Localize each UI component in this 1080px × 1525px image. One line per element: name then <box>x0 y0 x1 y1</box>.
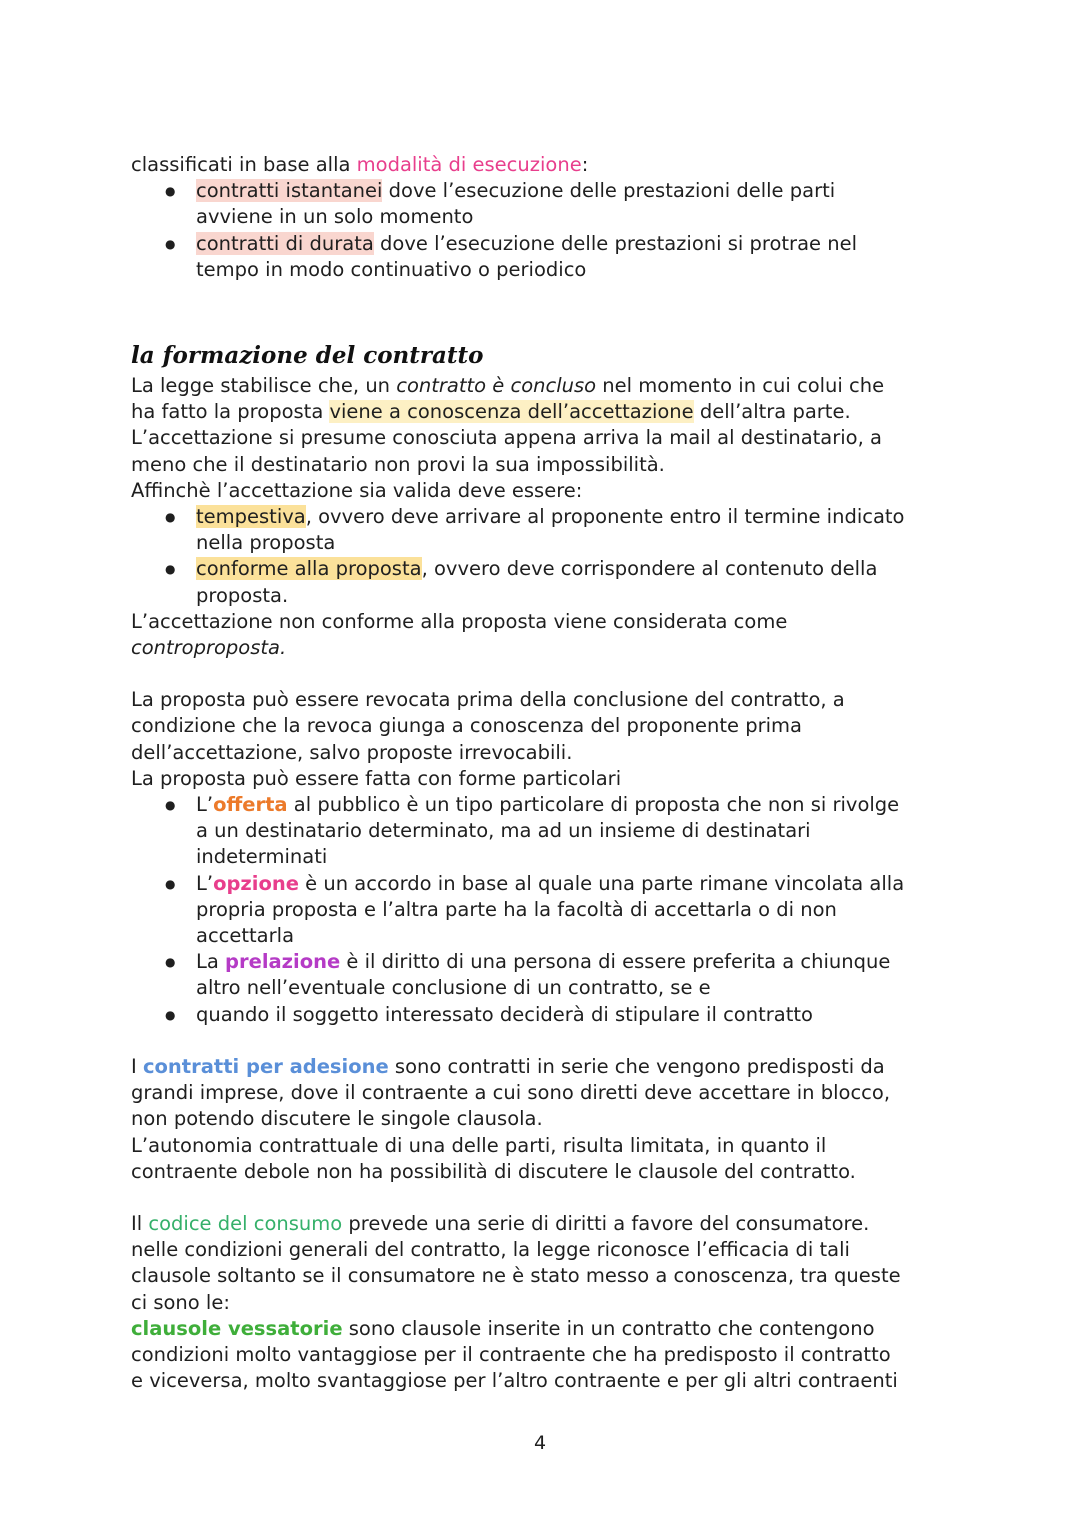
term-contratti-adesione: contratti per adesione <box>142 1054 389 1078</box>
list-item <box>196 178 961 230</box>
term-codice-consumo: codice del consumo <box>148 1211 343 1235</box>
paragraph-line: Il codice del consumo prevede una serie di diritti a favore del consumatore. <box>131 1211 870 1235</box>
text: tempo in modo continuativo o periodico <box>196 257 587 281</box>
paragraph-line: L’accettazione si presume conosciuta appena arriva la mail al destinatario, a <box>131 426 882 450</box>
paragraph-line: La legge stabilisce che, un contratto è concluso nel momento in cui colui che <box>131 374 885 398</box>
section-heading: la formazione del contratto <box>131 342 484 370</box>
paragraph-line: I contratti per adesione sono contratti in serie che vengono predisposti da <box>131 1054 885 1078</box>
paragraph-line: La proposta può essere fatta con forme particolari <box>131 766 622 790</box>
paragraph-line: condizioni molto vantaggiose per il contraente che ha predisposto il contratto <box>131 1342 891 1366</box>
paragraph-line: meno che il destinatario non provi la sua impossibilità. <box>131 452 665 476</box>
italic-term: contratto è concluso <box>396 374 597 398</box>
term-clausole-vessatorie: clausole vessatorie <box>131 1316 343 1340</box>
paragraph-line: ha fatto la proposta viene a conoscenza dell’accettazione dell’altra parte. <box>131 400 851 424</box>
paragraph-line <box>131 635 961 661</box>
text: nella proposta <box>196 531 336 555</box>
paragraph-line: contraente debole non ha possibilità di discutere le clausole del contratto. <box>131 1159 856 1183</box>
list-item: ● quando il soggetto interessato deciderà di stipulare il contratto <box>196 1002 961 1028</box>
paragraph-line: nelle condizioni generali del contratto, la legge riconosce l’efficacia di tali <box>131 1238 850 1262</box>
highlight-term: tempestiva <box>196 505 306 529</box>
paragraph-line: ci sono le: <box>131 1290 230 1314</box>
text: dove l’esecuzione delle prestazioni si protrae nel <box>373 231 857 255</box>
text: proposta. <box>196 583 289 607</box>
list-item-offerta: ● L’offerta al pubblico è un tipo particolare di proposta che non si rivolge a un destinatario determinato, ma ad un insieme di destinatari indeterminati <box>196 792 961 871</box>
highlight-term: conforme alla proposta <box>196 557 422 581</box>
term-opzione: opzione <box>213 871 299 895</box>
paragraph-line: dell’accettazione, salvo proposte irrevocabili. <box>131 740 573 764</box>
highlight-term: viene a conoscenza dell’accettazione <box>329 400 694 424</box>
text: classificati in base alla <box>131 153 357 176</box>
highlight-term: modalità di esecuzione <box>356 153 582 176</box>
page-content <box>131 152 961 1394</box>
paragraph-line: non potendo discutere le singole clausola. <box>131 1107 543 1131</box>
execution-type-list <box>131 178 961 283</box>
acceptance-list <box>131 504 961 609</box>
paragraph-line: L’accettazione non conforme alla proposta viene considerata come <box>131 609 788 633</box>
paragraph-line: grandi imprese, dove il contraente a cui sono diretti deve accettare in blocco, <box>131 1081 891 1105</box>
intro-line <box>131 152 961 178</box>
list-item: ● conforme alla proposta, ovvero deve corrispondere al contenuto della proposta. <box>196 556 961 608</box>
text: dove l’esecuzione delle prestazioni delle parti <box>382 179 836 203</box>
highlight-term: contratti istantanei <box>196 179 383 203</box>
italic-term: controproposta. <box>131 636 287 660</box>
paragraph-line: Affinchè l’accettazione sia valida deve essere: <box>131 478 583 502</box>
paragraph-line: L’autonomia contrattuale di una delle parti, risulta limitata, in quanto il <box>131 1133 827 1157</box>
paragraph-line: clausole vessatorie sono clausole inserite in un contratto che contengono <box>131 1316 875 1340</box>
paragraph-line: condizione che la revoca giunga a conoscenza del proponente prima <box>131 714 802 738</box>
text: : <box>581 153 589 176</box>
proposal-forms-list <box>131 792 961 1028</box>
term-prelazione: prelazione <box>225 950 341 974</box>
paragraph-line: La proposta può essere revocata prima della conclusione del contratto, a <box>131 688 845 712</box>
text: avviene in un solo momento <box>196 205 474 229</box>
list-item: ● tempestiva, ovvero deve arrivare al proponente entro il termine indicato nella proposta <box>196 504 961 556</box>
page-number: 4 <box>533 1432 547 1454</box>
highlight-term: contratti di durata <box>196 231 374 255</box>
paragraph-line: clausole soltanto se il consumatore ne è stato messo a conoscenza, tra queste <box>131 1264 901 1288</box>
list-item-opzione: ● L’opzione è un accordo in base al quale una parte rimane vincolata alla propria proposta e l’altra parte ha la facoltà di accettarla o di non accettarla <box>196 871 961 950</box>
list-item <box>196 231 961 283</box>
paragraph-line: e viceversa, molto svantaggiose per l’altro contraente e per gli altri contraenti <box>131 1369 898 1393</box>
term-offerta: offerta <box>213 793 288 817</box>
list-item-prelazione: ● La prelazione è il diritto di una persona di essere preferita a chiunque altro nell’eventuale conclusione di un contratto, se e <box>196 949 961 1001</box>
